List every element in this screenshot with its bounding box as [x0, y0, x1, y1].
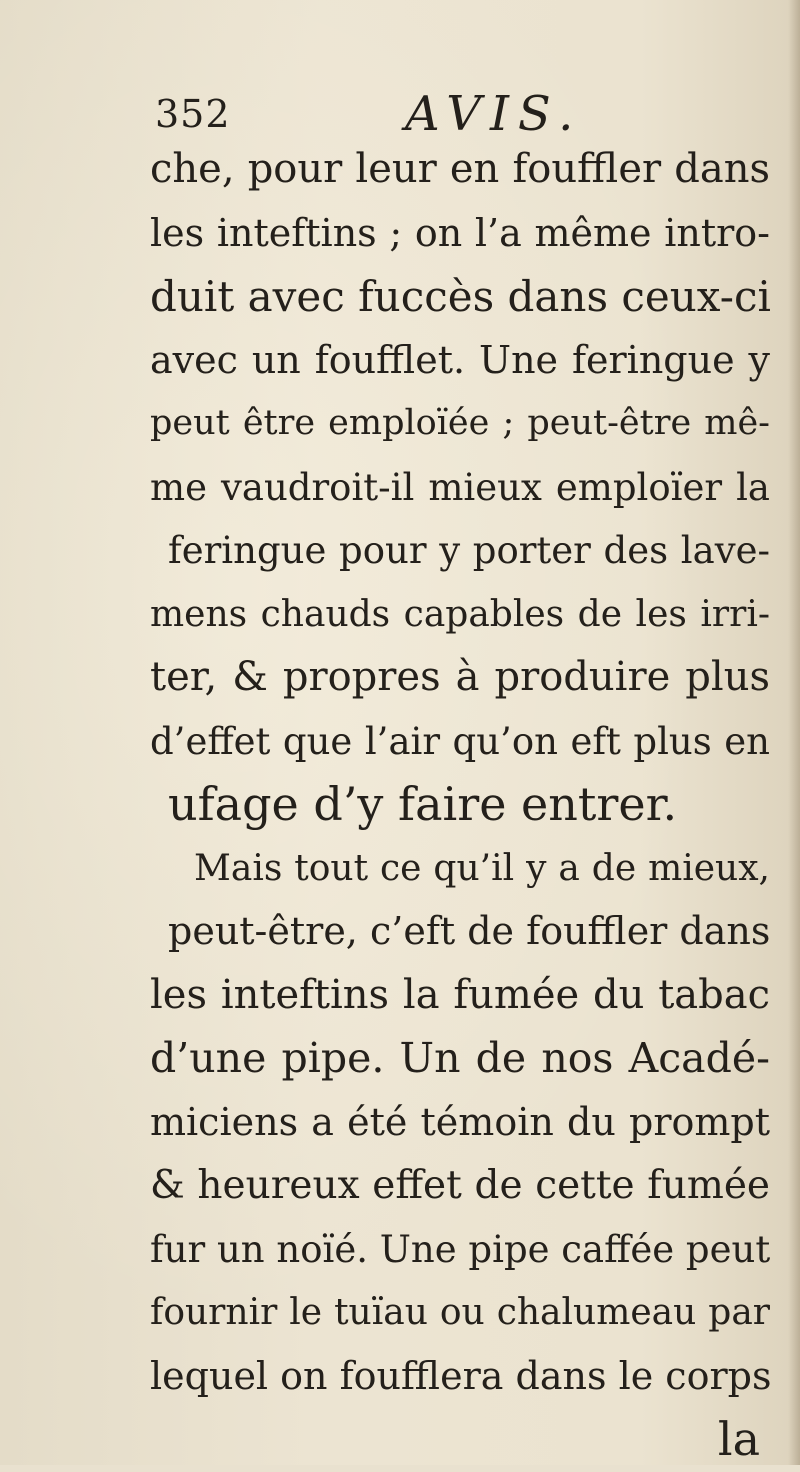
page-number: 352 [155, 92, 231, 136]
text-line: fur un noïé. Une pipe caffée peut [150, 1227, 771, 1271]
paragraph-start-line: Mais tout ce qu’il y a de mieux, [194, 847, 770, 889]
text-line: ter, & propres à produire plus [150, 654, 770, 700]
text-line: les inteftins la fumée du tabac [150, 971, 770, 1018]
text-line: & heureux effet de cette fumée [150, 1163, 770, 1208]
catchword: la [717, 1412, 760, 1466]
running-title: AVIS. [405, 86, 583, 142]
text-line: che, pour leur en fouffler dans [150, 146, 770, 192]
text-line: duit avec fuccès dans ceux-ci [150, 272, 771, 321]
text-line: d’une pipe. Un de nos Acadé- [150, 1034, 770, 1082]
paragraph-end-line: ufage d’y faire entrer. [168, 777, 678, 831]
text-line: feringue pour y porter des lave- [168, 529, 770, 572]
text-line: avec un foufflet. Une feringue y [150, 337, 770, 382]
text-line: lequel on foufflera dans le corps [150, 1353, 772, 1398]
page-header [155, 86, 655, 144]
text-line: miciens a été témoin du prompt [150, 1099, 770, 1144]
text-line: peut être emploïée ; peut-être mê- [150, 403, 770, 443]
text-line: fournir le tuïau ou chalumeau par [150, 1292, 770, 1333]
text-line: mens chauds capables de les irri- [150, 593, 770, 635]
text-line: d’effet que l’air qu’on eft plus en [150, 719, 770, 763]
text-line: les inteftins ; on l’a même intro- [150, 210, 770, 255]
page-edge-shadow [788, 0, 800, 1465]
text-line: me vaudroit-il mieux emploïer la [150, 465, 770, 509]
text-line: peut-être, c’eft de fouffler dans [168, 909, 771, 953]
body-text [150, 138, 770, 1472]
